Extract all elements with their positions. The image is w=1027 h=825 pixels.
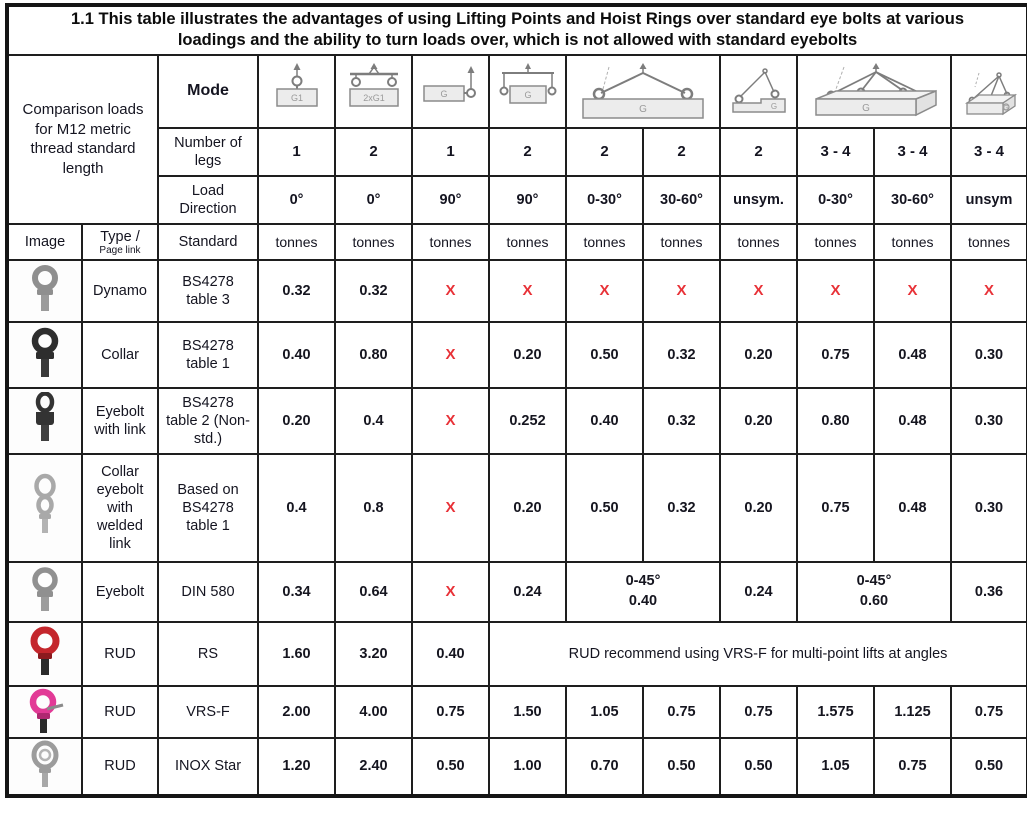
type-cell[interactable]: Collar eyebolt with welded link [82, 454, 158, 562]
row-eyebolt-din580 [7, 562, 1027, 622]
value-cell: 1.60 [258, 622, 335, 686]
value-cell: 0.20 [258, 388, 335, 454]
rud-vrsf-image [21, 687, 69, 737]
value-cell: 0.50 [412, 738, 489, 796]
type-cell[interactable]: Dynamo [82, 260, 158, 322]
legs-cell: 3 - 4 [951, 128, 1027, 176]
column-header-row [7, 224, 1027, 260]
value-cell: 0.75 [951, 686, 1027, 738]
x-mark-cell: X [720, 260, 797, 322]
x-mark-cell: X [489, 260, 566, 322]
value-cell: 1.05 [566, 686, 643, 738]
x-mark-cell: X [874, 260, 951, 322]
value-cell: 0.32 [643, 388, 720, 454]
mode-cell-two-leg-angled [566, 55, 720, 128]
value-cell: 0.20 [720, 322, 797, 388]
row-rud-rs [7, 622, 1027, 686]
value-span-cell [797, 562, 951, 622]
standard-cell: VRS-F [158, 686, 258, 738]
product-image-cell [7, 260, 82, 322]
value-cell: 0.20 [489, 322, 566, 388]
standard-cell: BS4278 table 3 [158, 260, 258, 322]
mode-cell-two-leg-0deg [335, 55, 412, 128]
load-direction-row [7, 176, 1027, 224]
type-cell[interactable]: RUD [82, 622, 158, 686]
direction-cell: 90° [489, 176, 566, 224]
value-cell: 1.50 [489, 686, 566, 738]
value-cell: 0.252 [489, 388, 566, 454]
single-leg-side-icon [419, 61, 483, 123]
unit-cell: tonnes [643, 224, 720, 260]
value-cell: 0.30 [951, 322, 1027, 388]
standard-cell: INOX Star [158, 738, 258, 796]
table-title: 1.1 This table illustrates the advantages of using Lifting Points and Hoist Rings over standard eye bolts at various loadings and the ability to turn loads over, which is not allowed with standard eyebolts [7, 5, 1027, 55]
row-eyebolt-with-link [7, 388, 1027, 454]
direction-cell: 30-60° [874, 176, 951, 224]
value-cell: 0.40 [412, 622, 489, 686]
value-span-cell [566, 562, 720, 622]
value-cell: 0.8 [335, 454, 412, 562]
svg-text:G: G [1003, 105, 1009, 113]
legs-cell: 2 [720, 128, 797, 176]
value-label: 0.40 [628, 592, 658, 609]
number-of-legs-row [7, 128, 1027, 176]
value-cell: 0.40 [566, 388, 643, 454]
mode-cell-multi-leg-unsym [951, 55, 1027, 128]
lifting-points-comparison-table [5, 3, 1027, 798]
legs-cell: 3 - 4 [797, 128, 874, 176]
direction-cell: 0-30° [797, 176, 874, 224]
legs-cell: 1 [258, 128, 335, 176]
value-cell: 1.575 [797, 686, 874, 738]
value-cell: 0.24 [489, 562, 566, 622]
angle-range-label: 0-45° [856, 573, 892, 590]
x-mark-cell: X [412, 562, 489, 622]
x-mark-cell: X [412, 388, 489, 454]
type-cell[interactable]: Eyebolt [82, 562, 158, 622]
rud-inox-star-image [21, 739, 69, 793]
value-cell: 0.32 [258, 260, 335, 322]
direction-cell: 30-60° [643, 176, 720, 224]
value-cell: 3.20 [335, 622, 412, 686]
type-header-line2: Page link [99, 244, 141, 256]
dynamo-eyebolt-image [21, 263, 69, 319]
type-cell[interactable]: RUD [82, 686, 158, 738]
product-image-cell [7, 322, 82, 388]
value-cell: 0.20 [720, 454, 797, 562]
legs-header-cell: Number of legs [158, 128, 258, 176]
unsymmetric-multi-leg-icon [957, 61, 1021, 123]
legs-cell: 3 - 4 [874, 128, 951, 176]
value-cell: 0.50 [720, 738, 797, 796]
unit-cell: tonnes [335, 224, 412, 260]
value-cell: 0.4 [335, 388, 412, 454]
value-cell: 0.20 [720, 388, 797, 454]
value-cell: 0.75 [643, 686, 720, 738]
comparison-label-cell: Comparison loads for M12 metric thread standard length [7, 55, 158, 224]
value-cell: 0.50 [643, 738, 720, 796]
x-mark-cell: X [797, 260, 874, 322]
rud-recommendation-note: RUD recommend using VRS-F for multi-point lifts at angles [489, 622, 1027, 686]
row-dynamo [7, 260, 1027, 322]
value-cell: 0.36 [951, 562, 1027, 622]
x-mark-cell: X [412, 260, 489, 322]
unit-cell: tonnes [797, 224, 874, 260]
standard-cell: DIN 580 [158, 562, 258, 622]
mode-cell-two-leg-90deg [489, 55, 566, 128]
value-cell: 1.20 [258, 738, 335, 796]
legs-cell: 1 [412, 128, 489, 176]
direction-cell: unsym [951, 176, 1027, 224]
value-cell: 0.48 [874, 322, 951, 388]
value-cell: 2.40 [335, 738, 412, 796]
svg-text:G: G [862, 103, 870, 115]
x-mark-cell: X [566, 260, 643, 322]
two-leg-side-icon [496, 61, 560, 123]
value-cell: 0.48 [874, 388, 951, 454]
direction-cell: 0° [258, 176, 335, 224]
svg-text:G: G [523, 90, 532, 101]
type-header-cell [82, 224, 158, 260]
value-label: 0.60 [859, 592, 889, 609]
mode-cell-single-leg-0deg [258, 55, 335, 128]
unit-cell: tonnes [874, 224, 951, 260]
standard-cell: Based on BS4278 table 1 [158, 454, 258, 562]
x-mark-cell: X [951, 260, 1027, 322]
type-cell[interactable]: Collar [82, 322, 158, 388]
unit-cell: tonnes [566, 224, 643, 260]
direction-cell: 0° [335, 176, 412, 224]
eyebolt-with-link-image [21, 392, 69, 450]
value-cell: 0.20 [489, 454, 566, 562]
product-image-cell [7, 454, 82, 562]
mode-cell-single-leg-90deg [412, 55, 489, 128]
svg-text:G: G [639, 104, 647, 116]
x-mark-cell: X [412, 454, 489, 562]
unit-cell: tonnes [489, 224, 566, 260]
value-cell: 0.50 [951, 738, 1027, 796]
value-cell: 0.32 [643, 454, 720, 562]
mode-cell-two-leg-unsym [720, 55, 797, 128]
value-cell: 0.30 [951, 388, 1027, 454]
unsymmetric-two-leg-icon [727, 61, 791, 123]
value-cell: 0.40 [258, 322, 335, 388]
din580-eyebolt-image [21, 565, 69, 619]
product-image-cell [7, 622, 82, 686]
value-cell: 0.30 [951, 454, 1027, 562]
rud-rs-image [21, 625, 69, 683]
legs-cell: 2 [566, 128, 643, 176]
value-cell: 0.70 [566, 738, 643, 796]
svg-text:G: G [439, 89, 448, 100]
image-header-cell: Image [7, 224, 82, 260]
value-cell: 0.80 [335, 322, 412, 388]
angle-range-label: 0-45° [625, 573, 661, 590]
mode-cell-multi-leg-angled [797, 55, 951, 128]
mode-header-cell: Mode [158, 55, 258, 128]
product-image-cell [7, 562, 82, 622]
standard-cell: BS4278 table 2 (Non-std.) [158, 388, 258, 454]
row-rud-inox-star [7, 738, 1027, 796]
value-cell: 4.00 [335, 686, 412, 738]
type-header-line1: Type / [100, 228, 140, 245]
value-cell: 0.32 [335, 260, 412, 322]
svg-text:2xG1: 2xG1 [362, 93, 385, 104]
value-cell: 0.4 [258, 454, 335, 562]
unit-cell: tonnes [720, 224, 797, 260]
value-cell: 0.75 [720, 686, 797, 738]
product-image-cell [7, 686, 82, 738]
value-cell: 0.34 [258, 562, 335, 622]
two-leg-angled-sling-icon [573, 61, 713, 123]
x-mark-cell: X [643, 260, 720, 322]
legs-cell: 2 [643, 128, 720, 176]
value-cell: 0.75 [412, 686, 489, 738]
value-cell: 0.64 [335, 562, 412, 622]
value-cell: 0.75 [797, 322, 874, 388]
value-cell: 0.24 [720, 562, 797, 622]
svg-text:G: G [770, 102, 777, 112]
value-cell: 0.80 [797, 388, 874, 454]
row-collar [7, 322, 1027, 388]
mode-row [7, 55, 1027, 128]
direction-cell: unsym. [720, 176, 797, 224]
unit-cell: tonnes [412, 224, 489, 260]
type-cell[interactable]: Eyebolt with link [82, 388, 158, 454]
title-row [7, 5, 1027, 55]
value-cell: 0.32 [643, 322, 720, 388]
value-cell: 1.05 [797, 738, 874, 796]
value-cell: 1.00 [489, 738, 566, 796]
direction-cell: 90° [412, 176, 489, 224]
row-collar-eyebolt-welded-link [7, 454, 1027, 562]
multi-leg-angled-sling-icon [804, 61, 944, 123]
type-cell[interactable]: RUD [82, 738, 158, 796]
svg-text:G1: G1 [290, 93, 303, 104]
unit-cell: tonnes [258, 224, 335, 260]
row-rud-vrsf [7, 686, 1027, 738]
direction-header-cell: Load Direction [158, 176, 258, 224]
value-cell: 0.48 [874, 454, 951, 562]
product-image-cell [7, 388, 82, 454]
two-leg-vertical-icon [342, 61, 406, 123]
standard-header-cell: Standard [158, 224, 258, 260]
standard-cell: RS [158, 622, 258, 686]
collar-eyebolt-welded-link-image [21, 473, 69, 543]
x-mark-cell: X [412, 322, 489, 388]
value-cell: 1.125 [874, 686, 951, 738]
value-cell: 0.50 [566, 322, 643, 388]
value-cell: 2.00 [258, 686, 335, 738]
direction-cell: 0-30° [566, 176, 643, 224]
legs-cell: 2 [489, 128, 566, 176]
standard-cell: BS4278 table 1 [158, 322, 258, 388]
value-cell: 0.50 [566, 454, 643, 562]
unit-cell: tonnes [951, 224, 1027, 260]
collar-eyebolt-image [21, 326, 69, 384]
value-cell: 0.75 [874, 738, 951, 796]
product-image-cell [7, 738, 82, 796]
value-cell: 0.75 [797, 454, 874, 562]
legs-cell: 2 [335, 128, 412, 176]
single-leg-vertical-icon [265, 61, 329, 123]
